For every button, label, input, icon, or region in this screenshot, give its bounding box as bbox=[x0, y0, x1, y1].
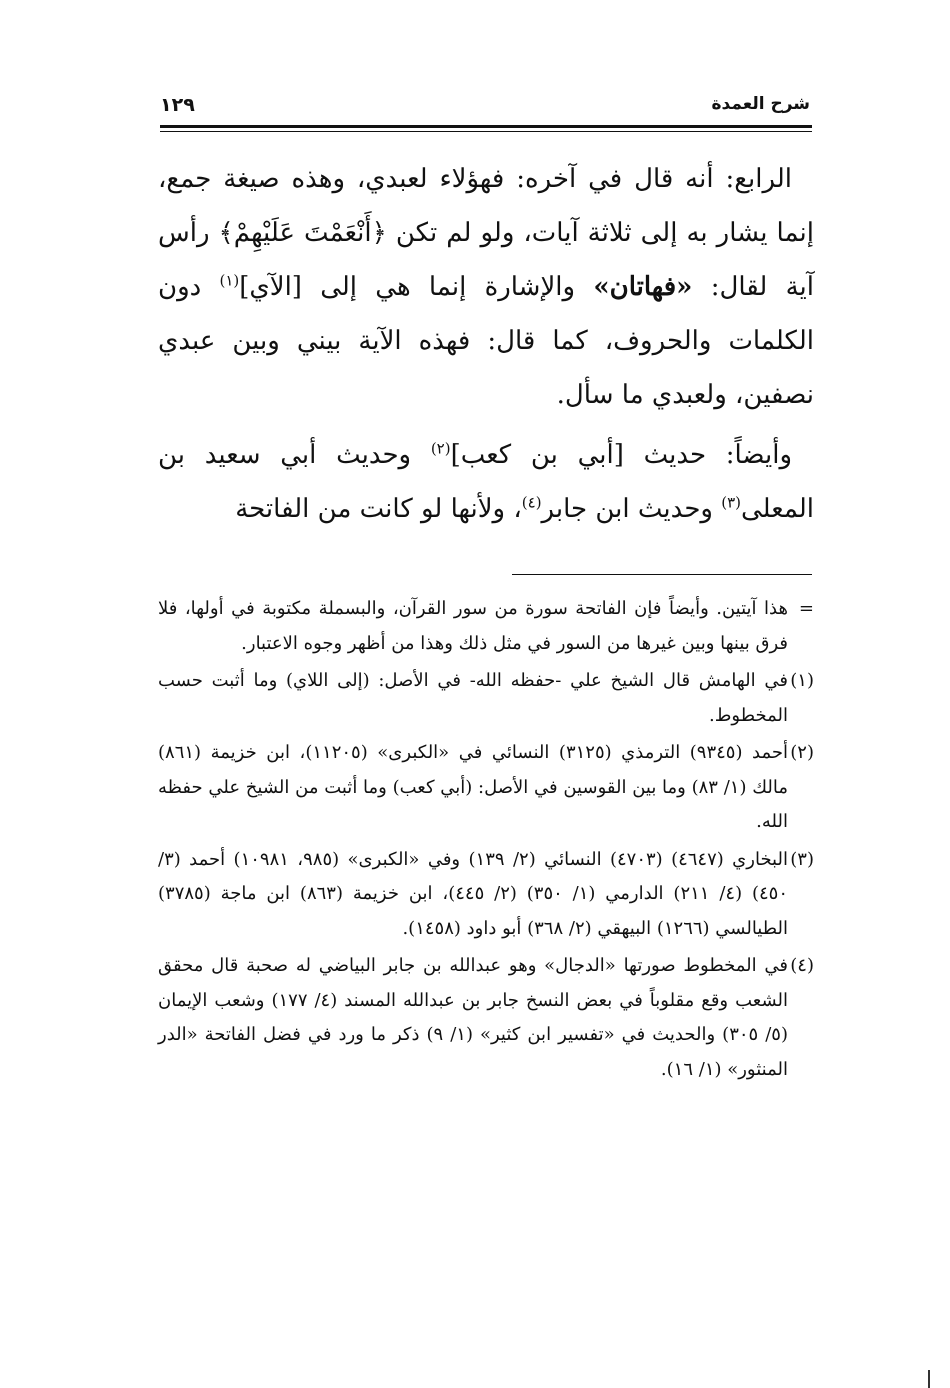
paragraph-1-part-d: دون الكلمات والحروف، كما قال: فهذه الآية بيني وبين عبدي نصفين، ولعبدي ما سأل. bbox=[158, 272, 814, 410]
header-rule-thin bbox=[160, 131, 812, 132]
footnotes bbox=[158, 592, 814, 1090]
footnote-separator bbox=[512, 574, 812, 575]
paragraph-1-part-c: والإشارة إنما هي إلى [الآي] bbox=[239, 272, 594, 302]
footnote-text: البخاري (٤٦٤٧) (٤٧٠٣) النسائي (٢/ ١٣٩) وفي «الكبرى» (٩٨٥، ١٠٩٨١) أحمد (٣/ ٤٥٠) (٤/ ٢١١) الدارمي (١/ ٣٥٠) (٢/ ٤٤٥)، ابن خزيمة (٨٦٣) ابن ماجة (٣٧٨٥) الطيالسي (١٢٦٦) البيهقي (٢/ ٣٦٨) أبو داود (١٤٥٨). bbox=[158, 848, 788, 939]
paragraph-2-part-a: وأيضاً: حديث [أبي بن كعب] bbox=[450, 440, 792, 470]
paragraph-2-part-d: ، ولأنها لو كانت من الفاتحة bbox=[235, 494, 522, 524]
footnote-marker: (٤) bbox=[790, 955, 814, 976]
paragraph-2 bbox=[158, 428, 814, 536]
paragraph-1-part-b: رأس آية لقال: bbox=[158, 218, 814, 302]
footnote-marker: (٢) bbox=[790, 742, 814, 763]
page-number: ١٢٩ bbox=[160, 94, 195, 116]
footnote-marker: (١) bbox=[790, 670, 814, 691]
footnote-continued bbox=[158, 592, 814, 661]
footnote-3 bbox=[158, 843, 814, 947]
footnote-marker: = bbox=[798, 598, 814, 619]
footnote-text: في المخطوط صورتها «الدجال» وهو عبدالله بن جابر البياضي له صحبة قال محقق الشعب وقع مقلوباً في بعض النسخ جابر بن عبدالله المسند (٤/ ١٧٧) وشعب الإيمان (٥/ ٣٠٥) والحديث في «تفسير ابن كثير» (١/ ٩) ذكر ما ورد في فضل الفاتحة «الدر المنثور» (١/ ١٦). bbox=[158, 955, 788, 1080]
paragraph-1 bbox=[158, 152, 814, 422]
running-header bbox=[160, 92, 810, 128]
footnote-text: في الهامش قال الشيخ علي -حفظه الله- في الأصل: (إلى اللاي) وما أثبت حسب المخطوط. bbox=[158, 670, 788, 726]
footnote-text: أحمد (٩٣٤٥) الترمذي (٣١٢٥) النسائي في «الكبرى» (١١٢٠٥)، ابن خزيمة (٨٦١) مالك (١/ ٨٣) وما بين القوسين في الأصل: (أبي كعب) وما أثبت من الشيخ علي حفظه الله. bbox=[158, 742, 789, 832]
paragraph-2-part-c: وحديث ابن جابر bbox=[541, 494, 722, 524]
running-title: شرح العمدة bbox=[711, 94, 810, 114]
footnote-ref-2: (٢) bbox=[430, 439, 451, 458]
footnote-ref-4: (٤) bbox=[521, 493, 542, 512]
footnote-1 bbox=[158, 664, 814, 733]
footnote-4 bbox=[158, 949, 814, 1087]
paragraph-2-part-b: وحديث أبي سعيد بن المعلى bbox=[158, 440, 814, 524]
scan-artifact bbox=[928, 1370, 930, 1388]
footnote-ref-3: (٣) bbox=[721, 493, 741, 512]
bold-word: «فهاتان» bbox=[593, 272, 693, 302]
paragraph-1-part-a: الرابع: أنه قال في آخره: فهؤلاء لعبدي، وهذه صيغة جمع، إنما يشار به إلى ثلاثة آيات، ولو لم تكن bbox=[158, 164, 814, 248]
footnote-text: هذا آيتين. وأيضاً فإن الفاتحة سورة من سور القرآن، والبسملة مكتوبة في أولها، فلا فرق بينها وبين غيرها من السور في مثل ذلك وهذا من أظهر وجوه الاعتبار. bbox=[158, 598, 788, 654]
footnote-marker: (٣) bbox=[790, 848, 814, 870]
header-rule bbox=[160, 125, 812, 128]
footnote-ref-1: (١) bbox=[219, 271, 240, 290]
quran-quote: ﴿أَنْعَمْتَ عَلَيْهِمْ﴾ bbox=[218, 218, 387, 248]
footnote-2 bbox=[158, 736, 814, 840]
main-text bbox=[158, 152, 814, 536]
